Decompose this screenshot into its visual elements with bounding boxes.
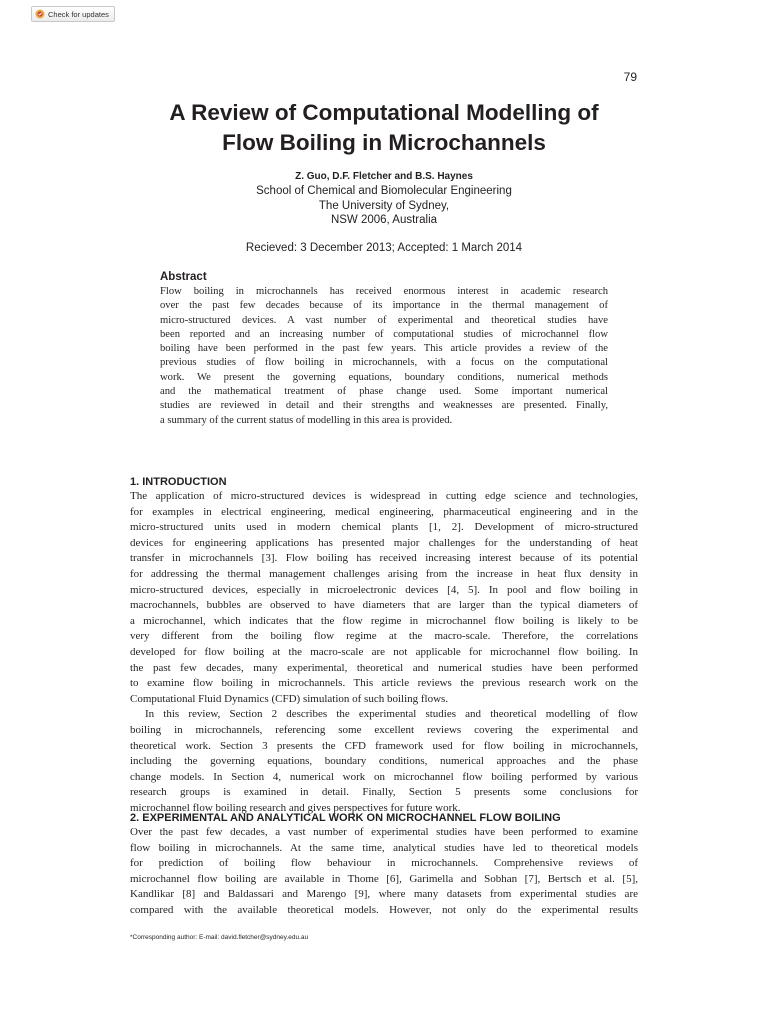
section-1-line: macrochannels, bubbles are observed to have diameters that are larger than the typical diameters of bbox=[130, 599, 638, 612]
section-1-line: change models. In Section 4, numerical work on microchannel flow boiling performed by various bbox=[130, 770, 638, 783]
affiliation-line: The University of Sydney, bbox=[318, 199, 450, 212]
affiliation-line: School of Chemical and Biomolecular Engineering bbox=[256, 185, 512, 197]
abstract-heading: Abstract bbox=[160, 271, 207, 283]
section-2-line: Kandlikar [8] and Baldassari and Marengo [9], where many datasets from experimental studies are bbox=[130, 888, 638, 901]
received-accepted-dates: Recieved: 3 December 2013; Accepted: 1 March 2014 bbox=[245, 242, 523, 254]
section-1-line: transfer in microchannels [3]. Flow boiling has received increasing interest because of its potential bbox=[130, 552, 638, 565]
abstract-line: a summary of the current status of modelling in this area is provided. bbox=[160, 414, 453, 426]
section-1-heading: 1. INTRODUCTION bbox=[130, 476, 227, 488]
title-line-1: A Review of Computational Modelling of bbox=[169, 100, 599, 125]
section-2-body bbox=[130, 825, 638, 919]
section-1-line: to examine flow boiling in microchannels. This article reviews the previous research work on the bbox=[130, 677, 638, 690]
section-1-body bbox=[130, 489, 638, 816]
abstract-line: previous studies of flow boiling in microchannels, with a focus on the computational bbox=[160, 357, 608, 369]
section-1-line: for examples in electrical engineering, medical engineering, pharmaceutical engineering and in the bbox=[130, 505, 638, 518]
section-1-line: The application of micro-structured devices is widespread in cutting edge science and technologies, bbox=[130, 490, 638, 502]
abstract-line: boiling have been performed in the past few years. This article provides a review of the bbox=[160, 343, 608, 355]
affiliation-line: NSW 2006, Australia bbox=[330, 214, 438, 226]
section-1-line: a microchannel, which indicates that the flow regime in microchannel flow boiling is likely to be bbox=[130, 614, 638, 627]
section-1-line: including the governing equations, boundary conditions, numerical approaches and the phase bbox=[130, 755, 638, 768]
section-1-line: Computational Fluid Dynamics (CFD) simulation of such boiling flows. bbox=[130, 692, 449, 705]
check-for-updates-button[interactable] bbox=[31, 6, 115, 22]
section-1-line: micro-structured units used in modern chemical plants [1, 2]. Development of micro-structured bbox=[130, 521, 638, 534]
section-1-line: the past few decades, many experimental, theoretical and numerical studies have been performed bbox=[130, 661, 638, 674]
section-1-line: micro-structured devices, especially in microelectronic devices [4, 5]. In pool and flow boiling in bbox=[130, 583, 638, 596]
abstract-line: work. We present the governing equations, boundary conditions, numerical methods bbox=[160, 371, 608, 383]
section-1-line: boiling in microchannels, referencing some excellent reviews covering the experimental and bbox=[130, 723, 638, 736]
title-line-2: Flow Boiling in Microchannels bbox=[222, 130, 546, 155]
check-updates-label: Check for updates bbox=[48, 9, 109, 19]
section-1-line: devices for engineering applications has presented major challenges for the understanding of heat bbox=[130, 536, 638, 549]
abstract-line: and the mathematical treatment of phase change used. Some important numerical bbox=[160, 386, 608, 398]
check-updates-icon bbox=[35, 9, 45, 19]
abstract-line: over the past few decades because of its importance in the thermal management of bbox=[160, 300, 608, 312]
section-2-line: for prediction of boiling flow behaviour in microchannels. Comprehensive reviews of bbox=[130, 857, 638, 870]
section-2-heading: 2. EXPERIMENTAL AND ANALYTICAL WORK ON MICROCHANNEL FLOW BOILING bbox=[130, 812, 561, 824]
section-1-line: research groups is examined in detail. Finally, Section 5 presents some conclusions for bbox=[130, 786, 638, 799]
section-2-line: flow boiling in microchannels. At the same time, analytical studies have led to theoretical models bbox=[130, 841, 638, 854]
abstract-line: micro-structured devices. A vast number of experimental and theoretical studies have bbox=[160, 314, 608, 326]
section-2-line: Over the past few decades, a vast number of experimental studies have been performed to examine bbox=[130, 826, 638, 838]
abstract-line: studies are reviewed in detail and their strengths and weaknesses are presented. Finally, bbox=[160, 400, 608, 412]
author-list: Z. Guo, D.F. Fletcher and B.S. Haynes bbox=[295, 171, 473, 182]
section-2-line: compared with the available theoretical models. However, not only do the experimental results bbox=[130, 903, 638, 916]
abstract-line: Flow boiling in microchannels has received enormous interest in academic research bbox=[160, 286, 608, 297]
section-1-line: theoretical work. Section 3 presents the CFD framework used for flow boiling in microchannels, bbox=[130, 739, 638, 752]
page-number: 79 bbox=[623, 70, 637, 84]
affiliation bbox=[130, 184, 638, 228]
section-1-line: microchannel flow boiling research and gives perspectives for future work. bbox=[130, 801, 461, 814]
paper-title bbox=[120, 98, 648, 158]
section-1-line: developed for flow boiling at the macro-scale are not applicable for microchannel flow boiling. In bbox=[130, 645, 638, 658]
abstract-line: been reported and an increasing number of computational studies of microchannel flow bbox=[160, 328, 608, 340]
section-1-line: for addressing the thermal management challenges arising from the increase in heat flux density in bbox=[130, 567, 638, 580]
abstract-body bbox=[160, 285, 608, 428]
section-2-line: microchannel flow boiling are available in Thome [6], Garimella and Sobhan [7], Bertsch et al. [5], bbox=[130, 872, 638, 885]
section-1-line: In this review, Section 2 describes the experimental studies and theoretical modelling of flow bbox=[145, 708, 638, 721]
corresponding-author-footnote: *Corresponding author: E-mail: david.fletcher@sydney.edu.au bbox=[130, 934, 309, 941]
section-1-line: very different from the boiling flow regime at the macro-scale. Therefore, the correlations bbox=[130, 630, 638, 643]
